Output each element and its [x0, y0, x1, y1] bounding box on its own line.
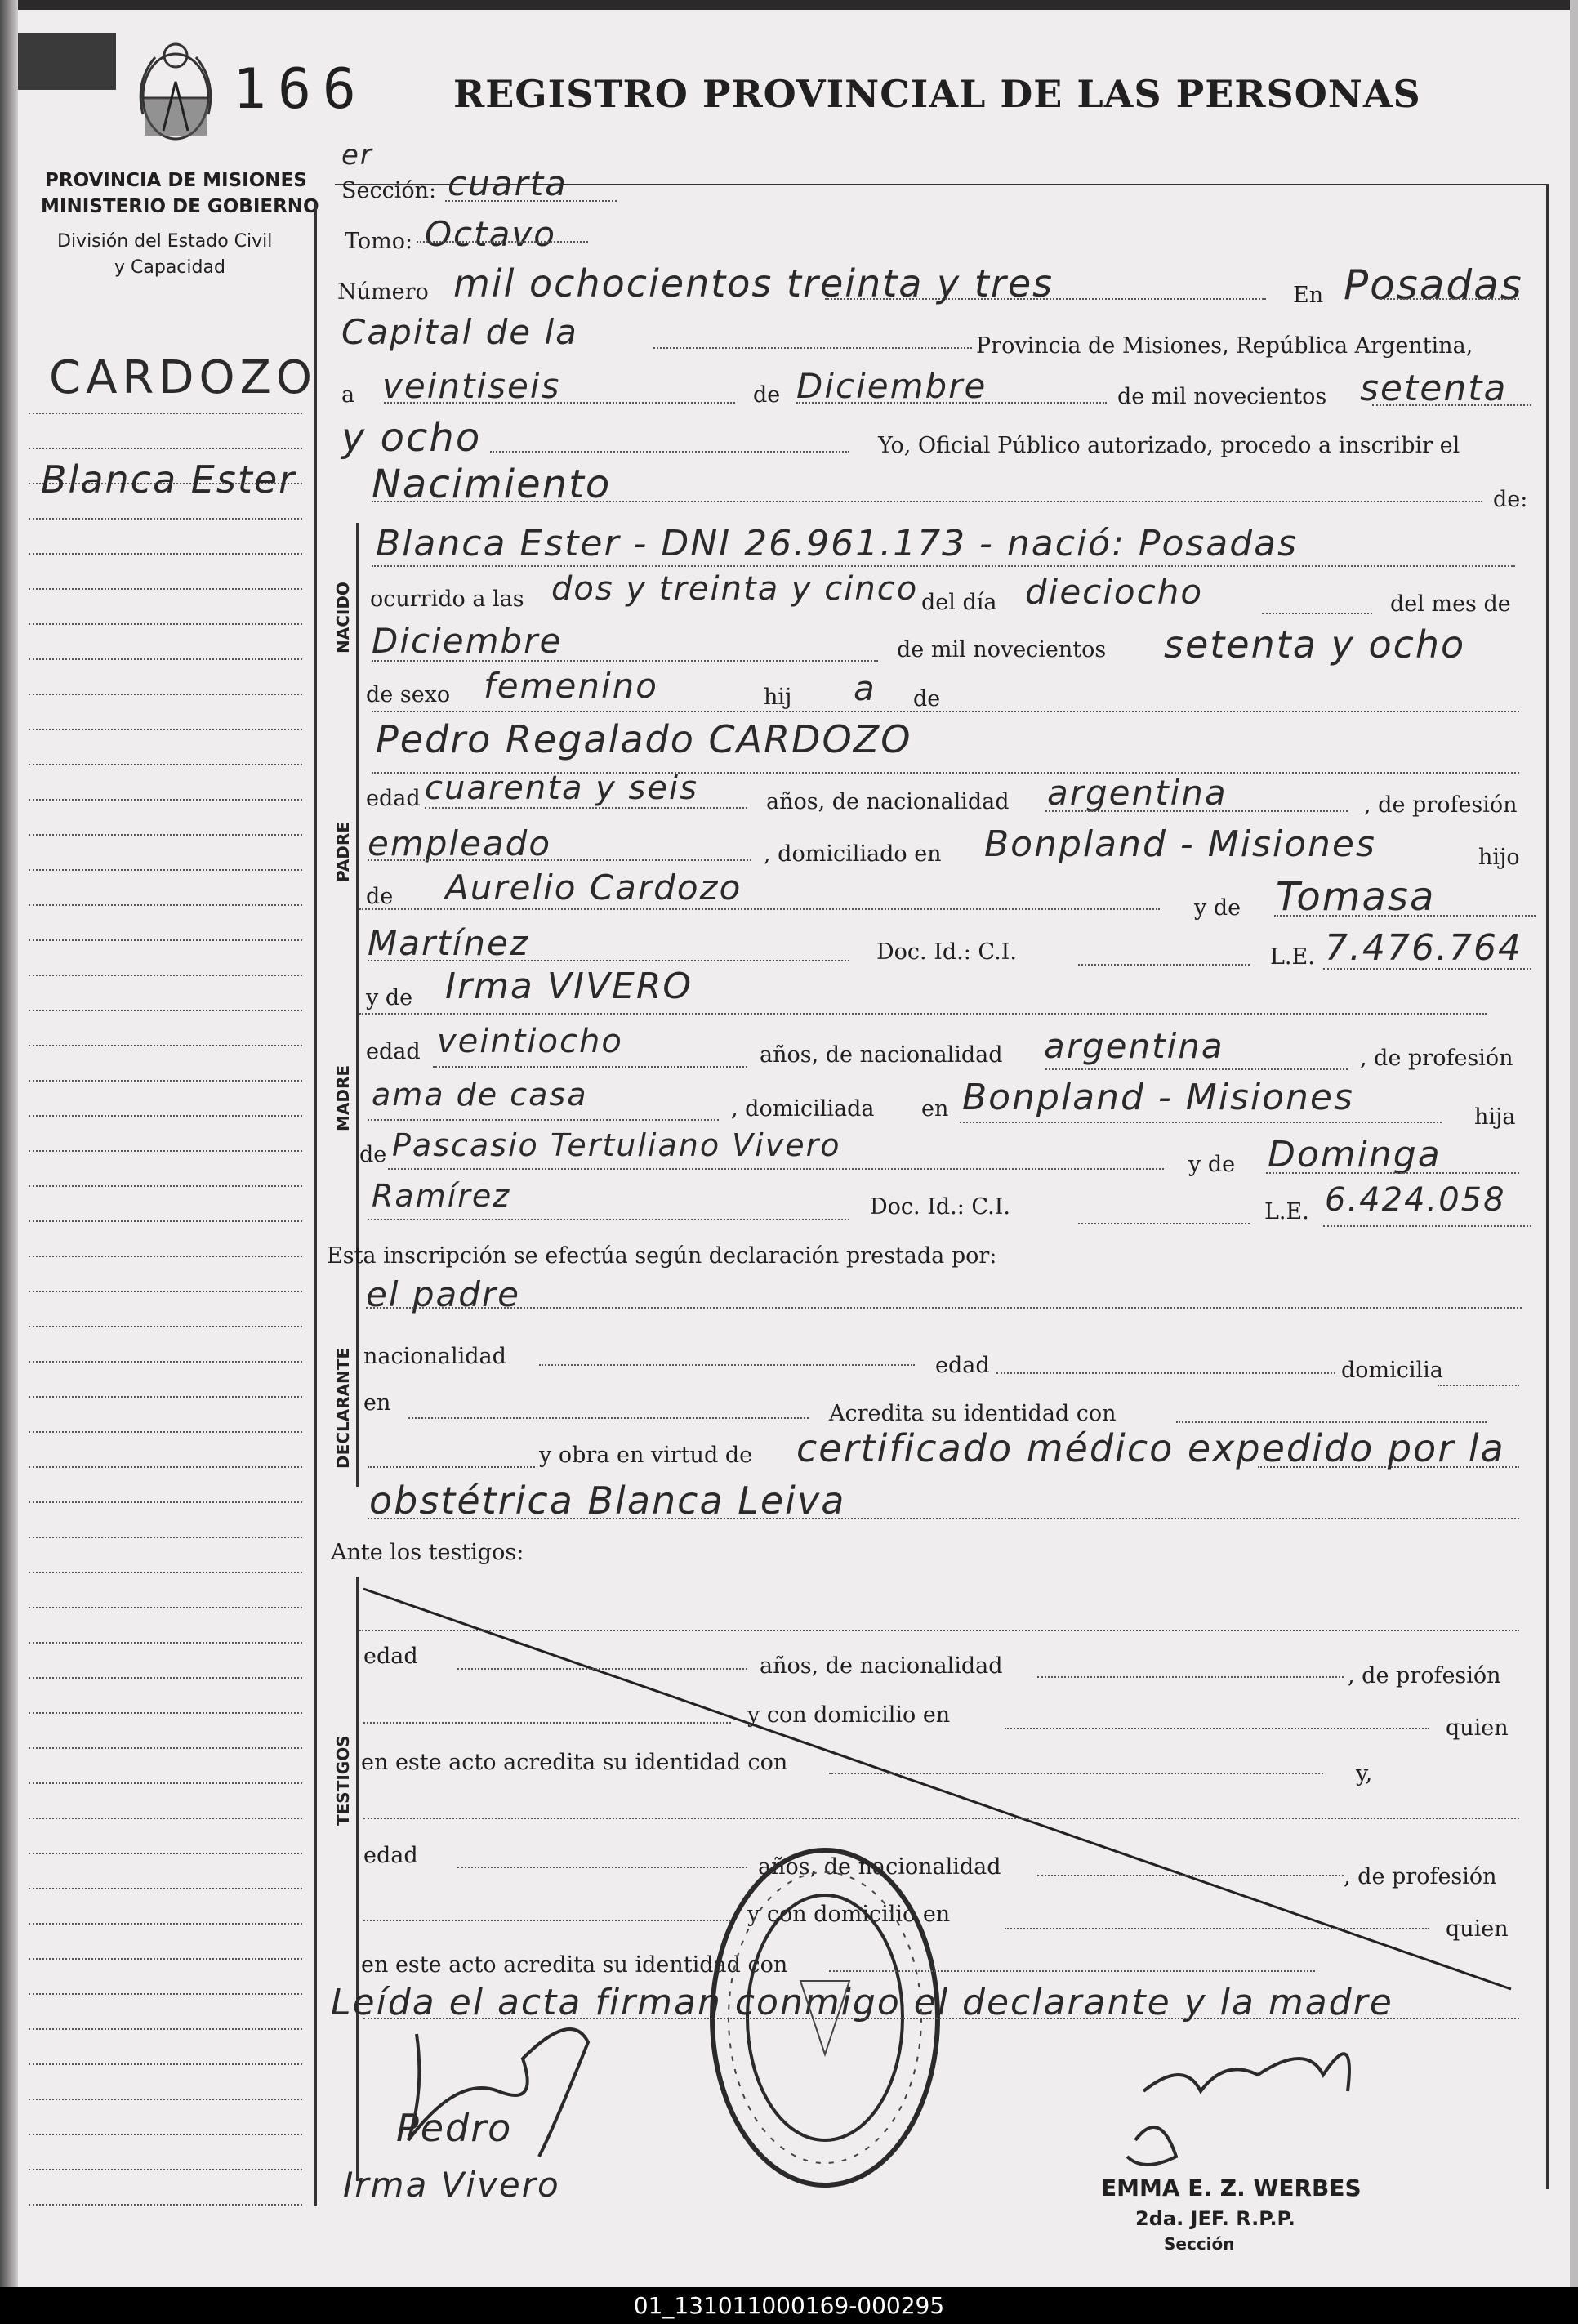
form-rule	[372, 772, 1519, 774]
form-rule	[1258, 1466, 1519, 1468]
form-rule	[372, 711, 1519, 712]
form-rule	[425, 807, 747, 809]
label-domicilia: domicilia	[1341, 1358, 1443, 1383]
field-madre-prof: ama de casa	[372, 1077, 588, 1113]
form-rule	[372, 660, 878, 662]
form-rule	[388, 1168, 1164, 1170]
org-line-4: y Capacidad	[114, 257, 225, 278]
form-rule	[366, 1307, 1522, 1309]
form-rule	[1078, 1223, 1250, 1224]
label-de2: de	[913, 686, 941, 711]
form-rule	[1005, 1928, 1429, 1929]
label-t1-y: y,	[1356, 1761, 1373, 1786]
label-domiciliado: , domiciliado en	[764, 841, 942, 867]
field-madre-dom: Bonpland - Misiones	[962, 1077, 1354, 1118]
field-declarante: el padre	[366, 1274, 521, 1314]
form-rule	[1176, 1421, 1487, 1423]
label-madre-prof: , de profesión	[1360, 1046, 1513, 1071]
form-rule	[1037, 1875, 1344, 1876]
field-padre-dom: Bonpland - Misiones	[984, 823, 1376, 865]
label-sexo: de sexo	[366, 682, 451, 707]
form-rule	[368, 1518, 1519, 1519]
signature-1: Pedro	[396, 2106, 513, 2150]
seccion-mark: er	[341, 139, 373, 172]
field-padre-nac: argentina	[1047, 773, 1228, 813]
label-madre-edad: edad	[366, 1039, 421, 1064]
form-rule	[1262, 613, 1372, 614]
field-padre-nombre: Pedro Regalado CARDOZO	[376, 717, 912, 761]
form-rule	[363, 2018, 1519, 2019]
form-rule	[1266, 1172, 1519, 1174]
label-a: a	[341, 382, 355, 408]
label-madre-anos-nac: años, de nacionalidad	[760, 1042, 1003, 1068]
label-madre-y-de: y de	[366, 985, 413, 1010]
form-rule	[490, 451, 849, 453]
label-madre-en: en	[921, 1096, 949, 1122]
label-padre-y-de: y de	[1194, 895, 1241, 921]
label-t2-acto: en este acto acredita su identidad con	[361, 1952, 788, 1978]
form-rule	[1323, 1225, 1531, 1227]
form-rule	[1045, 1068, 1348, 1070]
label-padre-prof: , de profesión	[1364, 792, 1518, 818]
form-rule	[363, 1722, 731, 1724]
form-rule	[417, 241, 588, 243]
field-mes-nac: Diciembre	[372, 621, 563, 661]
field-madre-nac: argentina	[1044, 1026, 1224, 1066]
form-rule	[384, 402, 735, 404]
form-rule	[359, 1013, 1487, 1015]
form-rule	[368, 1219, 849, 1220]
field-certificado: certificado médico expedido por la	[796, 1426, 1505, 1470]
form-rule	[359, 908, 1160, 910]
stamp-role: 2da. JEF. R.P.P.	[1135, 2207, 1295, 2230]
label-hij: hij	[764, 685, 792, 710]
field-padre-le: 7.476.764	[1325, 927, 1522, 969]
field-tomo: Octavo	[425, 214, 556, 254]
label-declaracion: Esta inscripción se efectúa según declaración prestada por:	[327, 1243, 997, 1269]
org-line-1: PROVINCIA DE MISIONES	[45, 170, 307, 191]
label-t2-edad: edad	[363, 1843, 418, 1868]
register-number: 166	[233, 57, 368, 122]
label-padre-anos-nac: años, de nacionalidad	[766, 789, 1010, 814]
field-acto: Nacimiento	[372, 462, 612, 507]
side-label-padre: PADRE	[333, 822, 353, 882]
field-madre-edad: veintiocho	[437, 1023, 623, 1060]
stamp-unit: Sección	[1164, 2234, 1235, 2254]
label-nacionalidad: nacionalidad	[363, 1344, 506, 1369]
form-rule	[363, 1920, 731, 1921]
field-madre-le: 6.424.058	[1325, 1181, 1506, 1219]
side-label-testigos: TESTIGOS	[333, 1735, 353, 1826]
label-acredita: Acredita su identidad con	[829, 1401, 1117, 1426]
label-padre-doc: Doc. Id.: C.I.	[876, 939, 1017, 965]
signature-2: Irma Vivero	[343, 2165, 560, 2205]
form-rule	[372, 501, 1482, 502]
label-numero: Número	[337, 279, 429, 305]
form-rule	[457, 1867, 747, 1868]
field-seccion: cuarta	[448, 163, 568, 203]
form-rule	[1045, 810, 1348, 812]
label-testigos: Ante los testigos:	[331, 1540, 524, 1565]
form-rule	[372, 565, 1515, 567]
label-padre-de: de	[366, 884, 394, 909]
label-decl-edad: edad	[935, 1353, 990, 1378]
label-padre-le: L.E.	[1270, 944, 1315, 970]
label-en: En	[1293, 283, 1324, 308]
field-padre-madre: Tomasa	[1276, 874, 1436, 920]
label-domiciliada: , domiciliada	[731, 1096, 875, 1122]
label-t1-edad: edad	[363, 1644, 418, 1669]
field-madre-madre2: Ramírez	[372, 1178, 511, 1214]
form-rule	[368, 1466, 535, 1468]
form-rule	[368, 960, 849, 961]
margin-given-name: Blanca Ester	[41, 457, 296, 502]
label-del-mes: del mes de	[1390, 591, 1511, 617]
field-hij-letra: a	[854, 668, 876, 708]
image-id-footer: 01_131011000169-000295	[0, 2287, 1578, 2324]
label-ocurrido: ocurrido a las	[370, 587, 524, 612]
form-rule	[539, 1364, 915, 1366]
field-anio2: y ocho	[341, 415, 482, 461]
form-rule	[1380, 298, 1519, 300]
form-rule	[408, 1417, 809, 1419]
side-label-nacido: NACIDO	[333, 582, 353, 653]
form-rule	[1078, 964, 1250, 966]
form-rule	[359, 1630, 1519, 1631]
label-madre-de: de	[359, 1142, 387, 1167]
label-t1-dom: y con domicilio en	[747, 1702, 951, 1728]
side-label-declarante: DECLARANTE	[333, 1347, 353, 1469]
form-rule	[829, 1773, 1323, 1774]
field-hora: dos y treinta y cinco	[551, 570, 919, 608]
field-padre-edad: cuarenta y seis	[425, 769, 698, 807]
form-rule	[457, 1668, 747, 1670]
field-dia: veintiseis	[382, 366, 561, 406]
label-t1-prof: , de profesión	[1348, 1663, 1501, 1688]
field-nacido-nombre: Blanca Ester - DNI 26.961.173 - nació: Posadas	[376, 523, 1299, 564]
label-t1-anos-nac: años, de nacionalidad	[760, 1653, 1003, 1679]
form-rule	[825, 298, 1266, 300]
field-padre-padre: Aurelio Cardozo	[445, 868, 742, 908]
page-title: REGISTRO PROVINCIAL DE LAS PERSONAS	[453, 72, 1421, 116]
label-seccion: Sección:	[341, 178, 437, 203]
field-cierre: Leída el acta firman conmigo el declarante y la madre	[331, 1982, 1393, 2023]
field-madre-padre: Pascasio Tertuliano Vivero	[392, 1127, 841, 1163]
label-t2-anos-nac: años, de nacionalidad	[758, 1854, 1001, 1880]
label-madre-doc: Doc. Id.: C.I.	[870, 1194, 1010, 1220]
stamp-name: EMMA E. Z. WERBES	[1101, 2175, 1362, 2201]
field-madre-nombre: Irma VIVERO	[445, 966, 693, 1007]
label-hija: hija	[1474, 1104, 1516, 1130]
label-t1-acto: en este acto acredita su identidad con	[361, 1750, 788, 1775]
field-dia-nac: dieciocho	[1025, 572, 1204, 612]
form-rule	[996, 1372, 1335, 1374]
form-rule	[445, 200, 617, 202]
label-decl-en: en	[363, 1390, 391, 1416]
label-t2-dom: y con domicilio en	[747, 1902, 951, 1927]
field-sexo: femenino	[484, 666, 658, 706]
label-provincia: Provincia de Misiones, República Argentina,	[976, 333, 1473, 359]
field-certificado2: obstétrica Blanca Leiva	[369, 1479, 846, 1523]
form-rule	[1372, 404, 1531, 406]
label-t2-quien: quien	[1446, 1916, 1509, 1942]
label-mil-nov2: de mil novecientos	[897, 637, 1107, 662]
form-rule	[1274, 915, 1536, 917]
form-rule	[796, 402, 1107, 404]
form-rule	[1438, 1385, 1519, 1386]
label-madre-y-de2: y de	[1188, 1152, 1236, 1177]
field-padre-madre2: Martínez	[368, 923, 529, 963]
label-madre-le: L.E.	[1264, 1199, 1309, 1224]
form-rule	[433, 1066, 747, 1068]
label-obra: y obra en virtud de	[539, 1443, 753, 1468]
form-rule	[829, 1970, 1315, 1972]
form-rule	[960, 1122, 1442, 1123]
field-padre-prof: empleado	[368, 823, 552, 863]
label-del-dia: del día	[921, 590, 997, 615]
label-de-colon: de:	[1493, 487, 1528, 512]
form-rule	[368, 859, 751, 861]
field-lugar: Posadas	[1344, 261, 1523, 309]
label-oficial: Yo, Oficial Público autorizado, procedo a inscribir el	[878, 433, 1460, 458]
label-t1-quien: quien	[1446, 1715, 1509, 1741]
field-anio-nac: setenta y ocho	[1164, 622, 1466, 667]
form-rule	[1005, 1728, 1429, 1729]
form-rule	[653, 347, 972, 349]
field-numero: mil ochocientos treinta y tres	[453, 261, 1054, 306]
label-tomo: Tomo:	[345, 229, 413, 254]
side-label-madre: MADRE	[333, 1064, 353, 1131]
label-padre-edad: edad	[366, 786, 421, 811]
field-anio: setenta	[1360, 368, 1508, 409]
margin-surname: CARDOZO	[49, 351, 317, 404]
form-rule	[363, 1818, 1519, 1819]
label-mil-nov: de mil novecientos	[1117, 384, 1327, 409]
label-t2-prof: , de profesión	[1344, 1864, 1497, 1889]
label-de: de	[753, 382, 781, 408]
form-rule	[368, 1119, 719, 1121]
field-mes: Diciembre	[796, 366, 987, 406]
label-hijo: hijo	[1478, 845, 1520, 870]
org-line-3: División del Estado Civil	[57, 231, 273, 252]
org-line-2: MINISTERIO DE GOBIERNO	[41, 196, 319, 217]
form-rule	[1323, 968, 1531, 970]
field-madre-madre: Dominga	[1268, 1134, 1442, 1175]
field-lugar2: Capital de la	[341, 312, 578, 352]
form-rule	[1037, 1676, 1344, 1678]
